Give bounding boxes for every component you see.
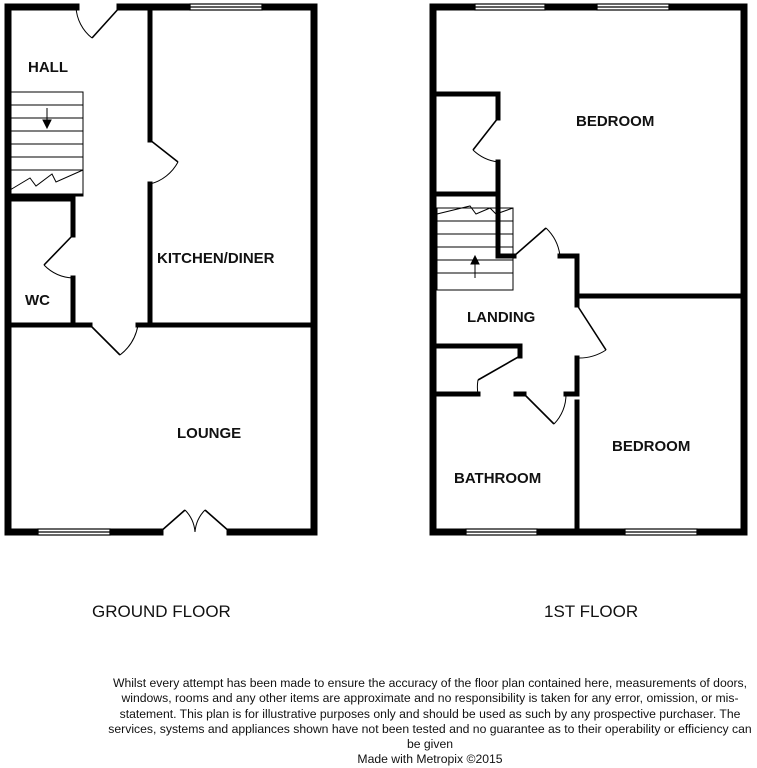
first-floor-doors — [473, 118, 606, 424]
room-label-bedroom-1: BEDROOM — [576, 113, 655, 130]
ground-floor-plan — [8, 4, 314, 621]
room-label-bathroom: BATHROOM — [454, 470, 542, 487]
room-label-landing: LANDING — [467, 309, 536, 326]
first-floor-label: 1ST FLOOR — [544, 602, 639, 621]
room-label-kitchen-diner: KITCHEN/DINER — [157, 250, 275, 267]
ground-floor-stairs — [10, 92, 83, 194]
room-label-bedroom-2: BEDROOM — [612, 438, 691, 455]
room-label-lounge: LOUNGE — [177, 425, 242, 442]
first-floor-plan — [433, 4, 744, 621]
metropix-credit: Made with Metropix ©2015 — [357, 752, 503, 767]
disclaimer-text: Whilst every attempt has been made to ensure the accuracy of the floor plan contained here, measurements of doors, windows, rooms and any other items are approximate and no responsibility is taken for any error, omission, or mis-statement. This plan is for illustrative purposes only and should be used as such by any prospective purchaser. The services, systems and appliances shown have not been tested and no guarantee as to their operability or efficiency can be given — [108, 676, 752, 752]
disclaimer — [100, 676, 757, 768]
room-label-wc: WC — [25, 292, 50, 309]
ground-floor-internal-walls — [8, 7, 314, 325]
ground-floor-label: GROUND FLOOR — [92, 602, 231, 621]
ground-floor-outer-walls — [8, 7, 314, 532]
first-floor-outer-walls — [433, 7, 744, 532]
room-label-hall: HALL — [28, 59, 68, 76]
ground-floor-doors — [44, 7, 230, 532]
first-floor-windows — [466, 4, 697, 535]
first-floor-stairs — [437, 206, 513, 290]
first-floor-room-labels — [454, 113, 690, 487]
